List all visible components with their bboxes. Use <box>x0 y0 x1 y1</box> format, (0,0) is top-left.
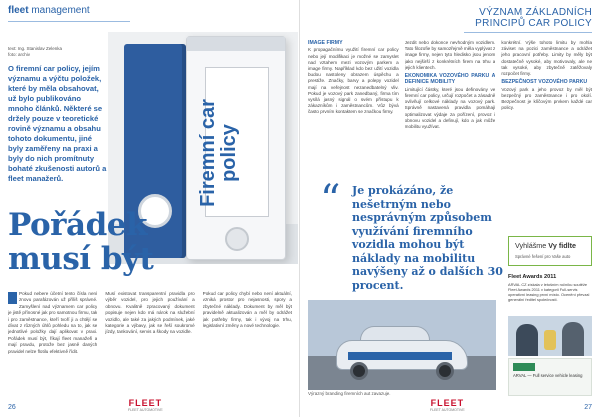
lead-paragraph: O firemní car policy, jejím významu a výčtu položek, které by měla obsahovat, už bylo publikováno mnoho článků. Některé se držely pouze v teoretické rovině významu a obsahu tohoto dokumentu, jiné byly zaměřeny na praxi a byly do nich promítnuty bohaté zkušenosti autorů a fleet manažerů. <box>8 64 107 183</box>
section-rule <box>464 32 592 33</box>
right-column-1 <box>308 40 399 168</box>
right-column-3-text: konkrétní. Výše tohoto limitu by mohla záviset na pozici zaměstnance a odrážet jeho pracovní potřeby. Limity by měly být dostatečně vysoké, aby motivovaly, ale ne tak vysoké, aby zbytečně zatěžovaly rozpočet firmy. <box>501 40 593 77</box>
headline <box>8 208 158 276</box>
car-photo <box>308 300 496 390</box>
body-column-1-text: Pokud nebere účetní tento čísla není znovu parafázován už příliš správné. Zamyšlení nad významem car policy je jistě přínosné jak pro samotnou firmu, tak i pro zaměstnance, kteří tvoří ji a chtějí se dívat z různých úhlů pohledu na to, jak se jednotlivé položky dají aplikovat v praxi. Pořádek musí být, říkají fleet manažeři a mají pravdu, protože bez jasně daných pravidel nelze flotilu efektivně řídit. <box>8 291 98 354</box>
right-column-2-text-2: Limitující částky, které jsou definovány ve firemní car policy, určují rozpočet a zásadně ovlivňují celkové náklady na vozový park. Správně nastavená pravidla pomáhají optimalizovat výdaje za pořízení, provoz i obnovu vozidel a definují, kdo a jak může mobilitu využívat. <box>404 86 496 130</box>
right-page <box>300 0 600 417</box>
rubric-rest: management <box>28 5 90 16</box>
fleet-logo-sub-right: FLEET AUTOMOTIVE <box>430 408 465 412</box>
ad-title-bold: Vy fidlte <box>548 241 576 250</box>
awards-box <box>508 274 592 302</box>
fleet-logo-right <box>430 399 465 413</box>
ad-title-pre: Vyhlášme <box>515 241 549 250</box>
car-wheel-front <box>350 362 368 380</box>
right-body-columns <box>308 40 592 168</box>
subhead-economy: EKONOMIKA VOZOVÉHO PARKU A DEFINICE MOBILITY <box>404 73 496 86</box>
arval-ad[interactable] <box>508 358 592 396</box>
binder-spine-top <box>187 37 285 51</box>
rubric-rule <box>8 21 130 22</box>
right-column-2-text: Jezdit nebo dokonce nevhodným vozidlem. Tato filozofie by samozřejmě měla vyplývat z image firmy, nejen tyto hledisko jsou jenom jako nejširší z konkrétních firem na trhu a jejich klientech. <box>404 40 496 70</box>
fleet-logo-word-right: FLEET <box>430 398 465 408</box>
body-column-2: Musí existovat transparentní pravidla pro výběr vozidel, pro jejich používání a obnovu. Kvalitně zpracovaný dokument popisuje nejen kdo má nárok na služební vozidlo, ale také za jakých podmínek, jaké kategorie a výbavy, jak se řeší soukromé jízdy, tankování, servis a škody na vozidle. <box>105 291 195 335</box>
credit-text: text: Ing. Stanislav Zelenka <box>8 46 63 51</box>
dropcap <box>8 292 17 304</box>
quote-mark-icon: “ <box>320 177 341 223</box>
ad-box[interactable] <box>508 236 592 266</box>
section-title-line-1: VÝZNAM ZÁKLADNÍCH <box>479 7 592 18</box>
rubric-bold: fleet <box>8 5 29 16</box>
fleet-logo-word: FLEET <box>128 398 163 408</box>
credit <box>8 46 62 58</box>
award-person-left <box>516 324 538 356</box>
headline-line-2: musí být <box>8 241 154 277</box>
awards-title: Fleet Awards 2011 <box>508 274 557 280</box>
photo-caption: Výrazný branding firemních aut zavazuje. <box>308 391 391 396</box>
section-title-line-2: PRINCIPŮ CAR POLICY <box>475 18 592 29</box>
right-column-2 <box>405 40 496 168</box>
trophy-icon <box>544 330 556 350</box>
award-photo <box>508 316 592 356</box>
page-number-right: 27 <box>584 404 592 411</box>
subhead-image: IMAGE FIRMY <box>308 40 343 46</box>
binder-label: Firemní car policy <box>197 99 240 207</box>
right-column-3-text-2: Vozový park a jeho provoz by měl být bezpečný pro zaměstnance i pro okolí. Bezpečnost je klíčovým prvkem každé car policy. <box>501 86 593 111</box>
body-column-3: Pokud car policy chybí nebo není aktuální, vzniká prostor pro nejasnosti, spory a zbytečné náklady. Dokument by měl být pravidelně aktualizován a měl by odrážet jak potřeby firmy, tak i vývoj na trhu, legislativní změny a nové technologie. <box>202 291 292 329</box>
subhead-safety: BEZPEČNOST VOZOVÉHO PARKU <box>501 79 588 86</box>
awards-text: ARVAL CZ získala v letošním ročníku soutěže Fleet Awards 2011 v kategorii Full-servis operativní leasing první místo. Ocenění převzal generální ředitel společnosti. <box>508 282 590 302</box>
right-column-1-text: K propagačnímu využití firemní car policy nebo její modifikaci je možné se zamyslet nad vztahem mezi vozovým parkem a image firmy. Například kdo bez užití vozidla budou nastoleny obrazem úspěchu a prestiže. Značky, barvy a polepy vozidel mají na veřejnost nezanedbatelný vliv. Pokud je vozový park zanedbaný, firma tím vysílá jasný signál o svém přístupu k zákazníkům i zaměstnancům. Vůz bývá často prvním kontaktem se značkou firmy. <box>308 47 399 115</box>
left-body-columns <box>8 291 292 396</box>
body-column-1 <box>8 291 97 396</box>
ad-title <box>515 241 576 250</box>
ad-subtitle: Správné řešení pro Vaše auto <box>515 254 571 259</box>
page-number-left: 26 <box>8 404 16 411</box>
right-column-3 <box>501 40 592 168</box>
pull-quote: Je prokázáno, že nešetrným nebo nesprávným způsobem využívání firemního vozidla mohou být náklady na mobilitu navýšeny až o dalších 30 procent. <box>352 184 503 292</box>
headline-line-1: Pořádek <box>8 207 147 243</box>
arval-ad-text: ARVAL — Full service vehicle leasing <box>513 373 583 378</box>
fleet-logo-left <box>128 399 163 413</box>
rubric <box>8 5 90 16</box>
binder-hole <box>225 227 249 251</box>
fleet-logo-sub: FLEET AUTOMOTIVE <box>128 408 163 412</box>
car-wheel-rear <box>436 362 454 380</box>
section-title <box>475 7 592 29</box>
arval-logo <box>513 363 535 371</box>
white-binder <box>186 36 286 260</box>
credit-photo: foto: archiv <box>8 52 31 57</box>
award-person-right <box>562 322 584 356</box>
car-branding-stripe <box>348 352 452 360</box>
